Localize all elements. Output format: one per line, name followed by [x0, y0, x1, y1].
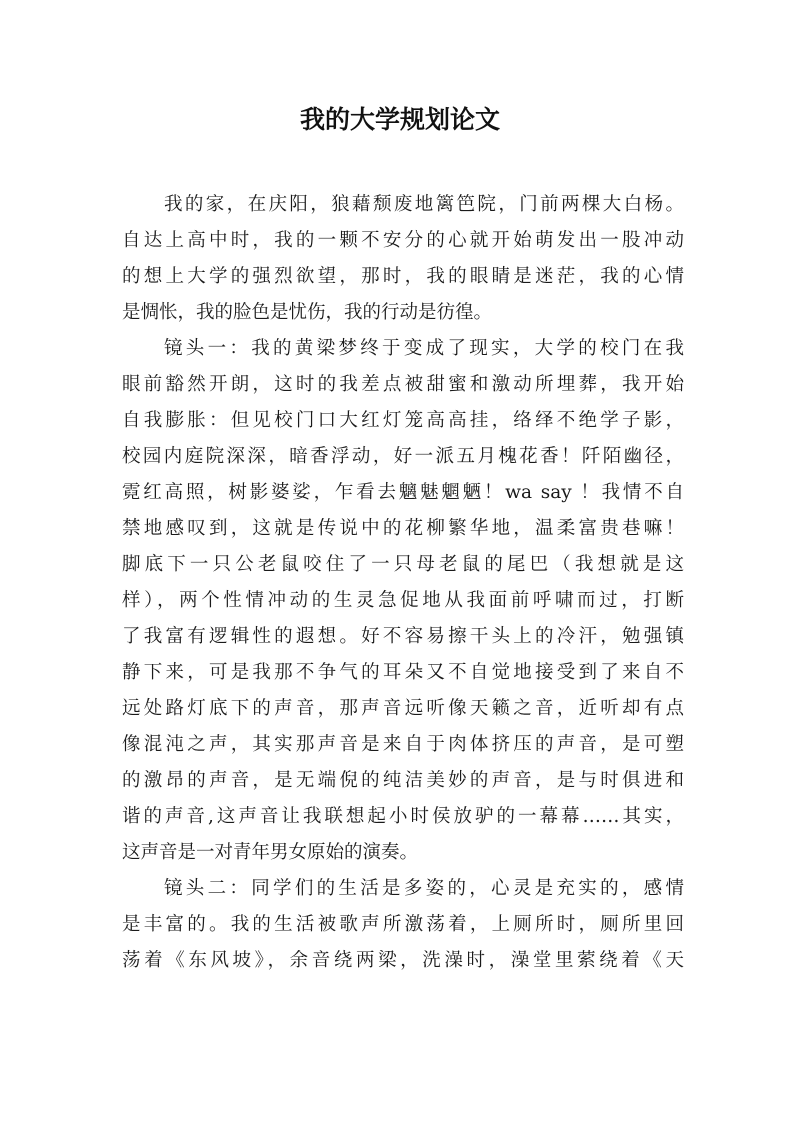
- text-line: 我的家，在庆阳，狼藉颓废地篱笆院，门前两棵大白杨。: [164, 194, 684, 215]
- text-line: 了我富有逻辑性的遐想。好不容易擦干头上的冷汗，勉强镇: [122, 626, 684, 647]
- text-line: 脚底下一只公老鼠咬住了一只母老鼠的尾巴（我想就是这: [122, 554, 684, 575]
- text-line: 远处路灯底下的声音，那声音远听像天籁之音，近听却有点: [122, 698, 684, 719]
- text-line: 谐的声音,这声音让我联想起小时侯放驴的一幕幕……其实，: [122, 806, 684, 827]
- document-title: 我的大学规划论文: [299, 105, 500, 134]
- text-line: 禁地感叹到，这就是传说中的花柳繁华地，温柔富贵巷嘛！: [122, 518, 684, 539]
- paragraph-3: [122, 871, 684, 979]
- text-line: 样），两个性情冲动的生灵急促地从我面前呼啸而过，打断: [122, 590, 684, 611]
- text-line: 的激昂的声音，是无端倪的纯洁美妙的声音，是与时俱进和: [122, 770, 684, 791]
- paragraph-1: [122, 187, 684, 331]
- text-line: 这声音是一对青年男女原始的演奏。: [122, 842, 419, 863]
- paragraph-2: [122, 331, 684, 871]
- text-line: 的想上大学的强烈欲望，那时，我的眼睛是迷茫，我的心情: [122, 266, 684, 287]
- text-line: 是丰富的。我的生活被歌声所激荡着，上厕所时，厕所里回: [122, 914, 684, 935]
- text-line: 是惆怅，我的脸色是忧伤，我的行动是彷徨。: [122, 302, 493, 323]
- text-line: 自我膨胀：但见校门口大红灯笼高高挂，络绎不绝学子影，: [122, 410, 684, 431]
- text-line: 静下来，可是我那不争气的耳朵又不自觉地接受到了来自不: [122, 662, 684, 683]
- text-line: 荡着《东风坡》，余音绕两梁，洗澡时，澡堂里萦绕着《天: [122, 950, 684, 971]
- text-line: 眼前豁然开朗，这时的我差点被甜蜜和激动所埋葬，我开始: [122, 374, 684, 395]
- text-line: 自达上高中时，我的一颗不安分的心就开始萌发出一股冲动: [122, 230, 684, 251]
- text-line: 霓红高照，树影婆娑，乍看去魑魅魍魉！wa say ！我情不自: [122, 482, 684, 503]
- document-body: [122, 187, 684, 979]
- text-line: 校园内庭院深深，暗香浮动，好一派五月槐花香！阡陌幽径，: [122, 446, 684, 467]
- text-line: 镜头一：我的黄梁梦终于变成了现实，大学的校门在我: [164, 338, 684, 359]
- text-line: 镜头二：同学们的生活是多姿的，心灵是充实的，感情: [164, 878, 684, 899]
- text-line: 像混沌之声，其实那声音是来自于肉体挤压的声音，是可塑: [122, 734, 684, 755]
